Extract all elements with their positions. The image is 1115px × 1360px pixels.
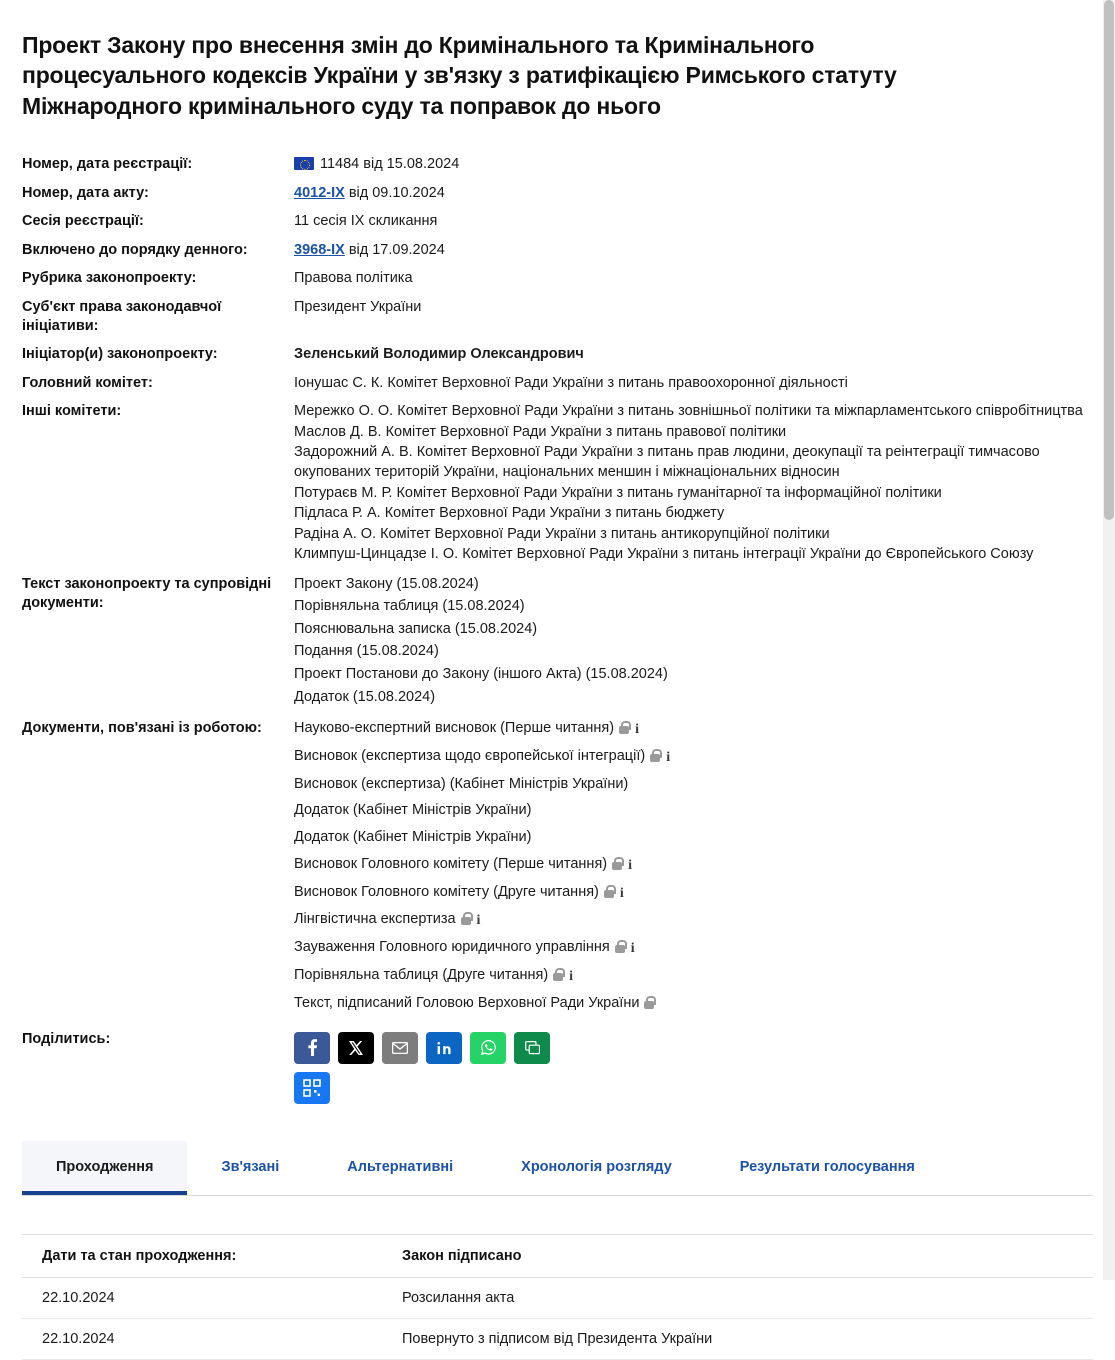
page-title: Проект Закону про внесення змін до Кримінального та Кримінального процесуального кодексів України у зв'язку з ратифікацією Римського статуту Міжнародного кримінального суду та поправок до нього (22, 32, 897, 119)
passage-status-table (22, 1234, 1093, 1360)
text-documents-list (294, 575, 1093, 719)
related-doc-text: Додаток (Кабінет Міністрів України) (294, 802, 532, 819)
share-qr-code-button[interactable] (294, 1072, 330, 1104)
related-doc-text: Висновок Головного комітету (Друге читання) (294, 883, 599, 900)
list-item[interactable]: Подання (15.08.2024) (294, 643, 439, 660)
related-doc-text: Зауваження Головного юридичного управління (294, 939, 610, 956)
bill-metadata-table (22, 155, 1093, 1113)
act-number-date: від 09.10.2024 (348, 184, 445, 201)
info-icon[interactable]: i (666, 750, 671, 766)
act-number-link[interactable]: 4012-IX (294, 184, 345, 201)
list-item[interactable]: Додаток (15.08.2024) (294, 688, 436, 705)
list-item[interactable] (294, 775, 1093, 802)
list-item[interactable] (294, 883, 1093, 911)
meta-row-related-documents (22, 719, 1093, 1029)
meta-row-other-committees (22, 402, 1093, 575)
lock-icon (618, 721, 630, 734)
tabs-bar (22, 1141, 1093, 1196)
lock-icon (649, 749, 661, 762)
lock-icon (611, 857, 623, 870)
info-icon[interactable]: i (476, 913, 481, 929)
related-doc-text: Науково-експертний висновок (Перше читання) (294, 720, 615, 737)
column-header-dates: Дати та стан проходження: (22, 1234, 382, 1277)
meta-label-share: Поділитись: (22, 1030, 111, 1047)
share-x-twitter-button[interactable] (338, 1032, 374, 1064)
list-item: Підласа Р. А. Комітет Верховної Ради України з питань бюджету (294, 505, 725, 522)
tab-alternatyvni[interactable]: Альтернативні (347, 1158, 454, 1175)
lock-icon (552, 968, 564, 981)
cell-date: 22.10.2024 (22, 1318, 382, 1359)
meta-value-subject: Президент України (294, 298, 422, 315)
table-header-row (22, 1234, 1093, 1277)
list-item[interactable] (294, 994, 1093, 1021)
meta-value-rubric: Правова політика (294, 270, 413, 287)
meta-row-agenda (22, 241, 1093, 270)
meta-row-share (22, 1030, 1093, 1113)
meta-label-session: Сесія реєстрації: (22, 213, 144, 230)
meta-label-registration: Номер, дата реєстрації: (22, 156, 193, 173)
list-item[interactable] (294, 801, 1093, 828)
tab-prohodzhennya[interactable]: Проходження (22, 1141, 187, 1195)
meta-label-act-number: Номер, дата акту: (22, 184, 149, 201)
meta-label-subject: Суб'єкт права законодавчої ініціативи: (22, 298, 222, 335)
meta-value-main-committee: Іонушас С. К. Комітет Верховної Ради України з питань правоохоронної діяльності (294, 374, 848, 391)
info-icon[interactable]: i (635, 722, 639, 738)
meta-value-registration (294, 155, 1093, 184)
related-doc-text: Текст, підписаний Головою Верховної Ради України (294, 995, 640, 1012)
list-item: Задорожний А. В. Комітет Верховної Ради України з питань прав людини, деокупації та реінтеграції тимчасово окупованих територій України, національних меншин і міжнаціональних відносин (294, 444, 1040, 480)
cell-state: Розсилання акта (382, 1277, 1093, 1318)
list-item[interactable] (294, 910, 1093, 938)
meta-label-main-committee: Головний комітет: (22, 374, 153, 391)
tab-rezultaty-holosuvannya[interactable]: Результати голосування (739, 1158, 915, 1175)
meta-value-initiator: Зеленський Володимир Олександрович (294, 346, 584, 363)
list-item[interactable] (294, 938, 1093, 966)
list-item[interactable]: Проект Закону (15.08.2024) (294, 575, 479, 592)
list-item[interactable] (294, 747, 1093, 775)
tab-khronolohiya[interactable]: Хронологія розгляду (521, 1158, 672, 1175)
list-item[interactable] (294, 828, 1093, 855)
agenda-date: від 17.09.2024 (348, 241, 445, 258)
meta-value-session: 11 сесія IX скликання (294, 213, 438, 230)
meta-row-subject (22, 298, 1093, 345)
info-icon[interactable]: i (569, 969, 574, 985)
column-header-state: Закон підписано (382, 1234, 1093, 1277)
agenda-link[interactable]: 3968-IX (294, 241, 345, 258)
info-icon[interactable]: i (619, 885, 624, 901)
lock-icon (643, 996, 655, 1009)
eu-flag-icon (294, 157, 314, 170)
list-item: Климпуш-Цинцадзе І. О. Комітет Верховної Ради України з питань інтеграції України до Європейського Союзу (294, 546, 1034, 563)
meta-label-rubric: Рубрика законопроекту: (22, 270, 197, 287)
registration-number-text: 11484 від 15.08.2024 (320, 156, 460, 173)
meta-label-agenda: Включено до порядку денного: (22, 241, 248, 258)
meta-label-related-documents: Документи, пов'язані із роботою: (22, 720, 262, 737)
meta-label-other-committees: Інші комітети: (22, 403, 122, 420)
meta-row-session (22, 212, 1093, 241)
meta-label-text-documents: Текст законопроекту та супровідні документи: (22, 575, 272, 611)
cell-date: 22.10.2024 (22, 1277, 382, 1318)
meta-row-text-documents (22, 575, 1093, 719)
tab-zviazani[interactable]: Зв'язані (221, 1158, 280, 1175)
related-doc-text: Висновок Головного комітету (Перше читання) (294, 855, 608, 872)
meta-row-rubric (22, 269, 1093, 298)
related-doc-text: Порівняльна таблиця (Друге читання) (294, 967, 549, 984)
table-row (22, 1318, 1093, 1359)
list-item[interactable] (294, 719, 1093, 747)
list-item: Радіна А. О. Комітет Верховної Ради України з питань антикорупційної політики (294, 525, 830, 542)
cell-state: Повернуто з підписом від Президента України (382, 1318, 1093, 1359)
share-facebook-button[interactable] (294, 1032, 330, 1064)
list-item[interactable] (294, 855, 1093, 883)
list-item: Маслов Д. В. Комітет Верховної Ради України з питань правової політики (294, 423, 787, 440)
meta-row-main-committee (22, 374, 1093, 403)
share-whatsapp-button[interactable] (470, 1032, 506, 1064)
list-item: Мережко О. О. Комітет Верховної Ради України з питань зовнішньої політики та міжпарламентського співробітництва (294, 403, 1083, 420)
related-doc-text: Висновок (експертиза щодо європейської інтеграції) (294, 748, 646, 765)
related-documents-list (294, 719, 1093, 1029)
info-icon[interactable]: i (630, 941, 635, 957)
table-row (22, 1277, 1093, 1318)
lock-icon (460, 912, 472, 925)
list-item[interactable]: Проект Постанови до Закону (іншого Акта) (15.08.2024) (294, 666, 668, 683)
related-doc-text: Лінгвістична експертиза (294, 911, 456, 928)
meta-row-registration (22, 155, 1093, 184)
meta-label-initiator: Ініціатор(и) законопроекту: (22, 346, 218, 363)
page-scrollbar[interactable] (1103, 0, 1115, 1280)
share-copy-link-button[interactable] (514, 1032, 550, 1064)
meta-row-initiator (22, 345, 1093, 374)
meta-row-act-number (22, 184, 1093, 213)
related-doc-text: Додаток (Кабінет Міністрів України) (294, 829, 532, 846)
info-icon[interactable]: i (628, 857, 633, 873)
scrollbar-thumb[interactable] (1104, 0, 1114, 520)
share-buttons-cell (294, 1030, 1093, 1113)
list-item[interactable]: Пояснювальна записка (15.08.2024) (294, 620, 538, 637)
meta-value-agenda (294, 241, 1093, 270)
share-linkedin-button[interactable] (426, 1032, 462, 1064)
lock-icon (614, 940, 626, 953)
list-item: Потураєв М. Р. Комітет Верховної Ради України з питань гуманітарної та інформаційної політики (294, 484, 942, 501)
other-committees-list (294, 402, 1093, 575)
related-doc-text: Висновок (експертиза) (Кабінет Міністрів України) (294, 775, 629, 792)
qr-row (294, 1072, 1093, 1104)
share-email-button[interactable] (382, 1032, 418, 1064)
meta-value-act-number (294, 184, 1093, 213)
lock-icon (603, 885, 615, 898)
list-item[interactable] (294, 966, 1093, 994)
share-buttons-row (294, 1032, 1093, 1064)
list-item[interactable]: Порівняльна таблиця (15.08.2024) (294, 598, 525, 615)
